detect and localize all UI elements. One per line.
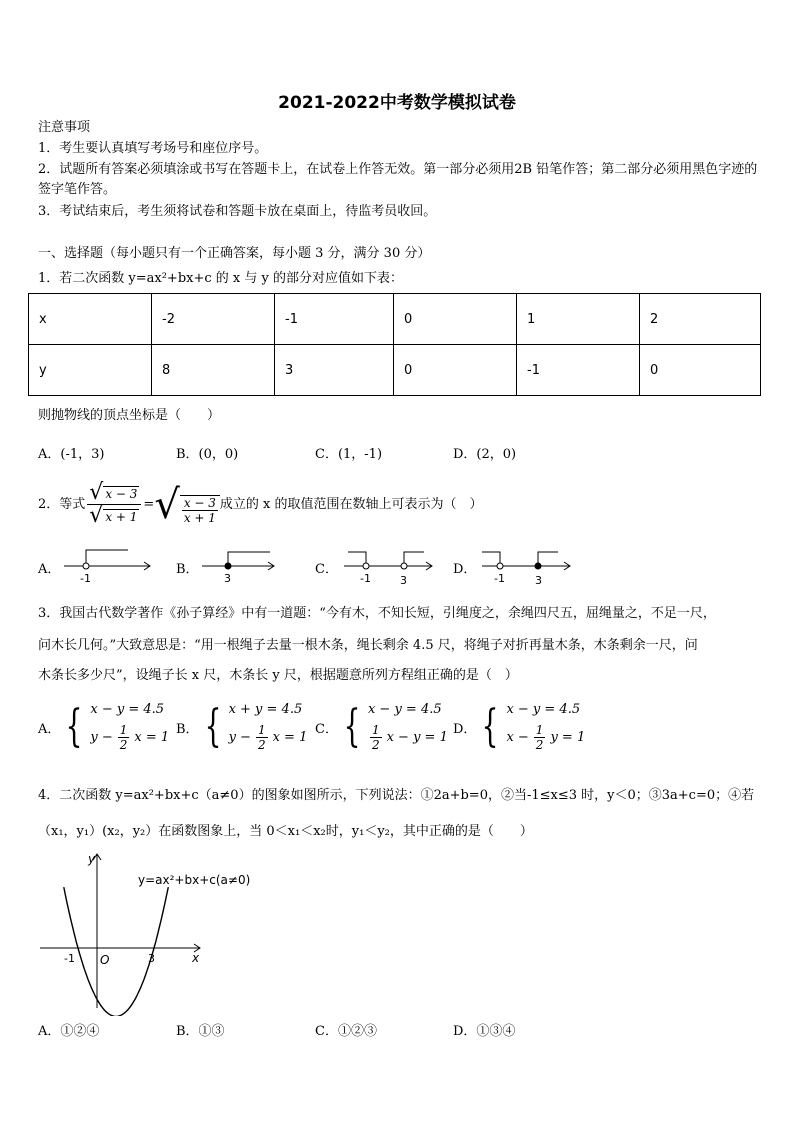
table-cell: -1 <box>517 345 640 396</box>
q2-option-a-label[interactable]: A． <box>38 562 61 577</box>
table-cell: 0 <box>394 345 517 396</box>
q3-d-eq2-post: y = 1 <box>550 730 586 745</box>
x-axis-label: x <box>192 951 200 965</box>
table-cell: 3 <box>275 345 394 396</box>
q2-rhs-root: √ $\frac{x - 3}{x + 1}$ <box>154 485 220 525</box>
q2-option-b-number-line[interactable] <box>198 544 278 586</box>
table-cell: 1 <box>517 294 640 345</box>
note-item-2: 2．试题所有答案必须填涂或书写在答题卡上，在试卷上作答无效。第一部分必须用2B 铅笔作答；第二部分必须用黑色字迹的签字笔作答。 <box>38 162 758 197</box>
q2-option-a-number-line[interactable] <box>60 544 156 586</box>
q1-stem: 1．若二次函数 y=ax²+bx+c 的 x 与 y 的部分对应值如下表： <box>38 271 403 286</box>
q2-option-c-number-line[interactable] <box>340 544 436 586</box>
q4-line-1: 4．二次函数 y=ax²+bx+c（a≠0）的图象如图所示，下列说法：①2a+b=0，②当-1≤x≤3 时，y＜0；③3a+c=0；④若 <box>38 788 755 803</box>
q3-option-a-label: A． <box>38 721 61 737</box>
q3-d-eq2-pre: x − <box>506 730 529 745</box>
q3-c-eq1: x − y = 4.5 <box>367 702 442 717</box>
q3-b-eq1: x + y = 4.5 <box>228 702 303 717</box>
q4-parabola-graph <box>36 848 266 1016</box>
q2-prefix: 2．等式 <box>38 496 86 512</box>
half-num: 1 <box>535 723 544 737</box>
table-cell: y <box>29 345 152 396</box>
table-cell: -1 <box>275 294 394 345</box>
half-den: 2 <box>257 738 266 752</box>
q4-line-2: （x₁，y₁）(x₂，y₂）在函数图象上，当 0＜x₁＜x₂时，y₁＜y₂，其中正确的是（ ） <box>38 824 533 839</box>
q3-option-d[interactable]: D． { x − y = 4.5 x − $\frac{1}{2}$ y = 1 <box>453 701 586 752</box>
q3-option-b-label: B． <box>176 721 199 737</box>
q2-option-c-label[interactable]: C． <box>315 562 338 577</box>
y-axis-label: y <box>88 852 96 866</box>
q2-d-tick-1: -1 <box>494 572 505 585</box>
q2-d-tick-2: 3 <box>535 574 542 586</box>
q4-option-b[interactable]: B．①③ <box>176 1024 225 1039</box>
section-heading: 一、选择题（每小题只有一个正确答案，每小题 3 分，满分 30 分） <box>38 246 431 261</box>
q2-rhs-den: x + 1 <box>183 510 216 525</box>
note-item-1: 1．考生要认真填写考场号和座位序号。 <box>38 141 268 156</box>
table-row-x <box>29 294 761 345</box>
q2-suffix: 成立的 x 的取值范围在数轴上可表示为（ ） <box>219 496 483 512</box>
q2-c-tick-2: 3 <box>400 574 407 586</box>
q2-lhs-den: x + 1 <box>105 509 138 524</box>
notes-heading: 注意事项 <box>38 120 91 135</box>
q1-value-table <box>28 293 761 396</box>
table-cell: 0 <box>640 345 761 396</box>
half-num: 1 <box>119 723 128 737</box>
q3-c-eq2-post: x − y = 1 <box>386 730 448 745</box>
page-title: 2021-2022中考数学模拟试卷 <box>278 93 516 113</box>
q2-lhs-num: x − 3 <box>105 486 138 501</box>
q3-line-3: 木条长多少尺”，设绳子长 x 尺，木条长 y 尺，根据题意所列方程组正确的是（ ） <box>38 668 518 683</box>
q3-a-eq2-post: x = 1 <box>134 730 170 745</box>
half-num: 1 <box>257 723 266 737</box>
q2-stem <box>38 482 483 527</box>
table-row-y <box>29 345 761 396</box>
origin-label: O <box>100 953 110 967</box>
table-cell: 8 <box>152 345 275 396</box>
note-item-3: 3．考试结束后，考生须将试卷和答题卡放在桌面上，待监考员收回。 <box>38 204 437 219</box>
table-cell: 0 <box>394 294 517 345</box>
q2-c-tick-1: -1 <box>360 572 371 585</box>
q3-a-eq1: x − y = 4.5 <box>90 702 165 717</box>
q1-option-c[interactable]: C．(1，-1) <box>315 447 383 462</box>
q2-option-d-label[interactable]: D． <box>453 562 477 577</box>
root-tick-left: -1 <box>64 952 75 965</box>
q2-a-tick: -1 <box>80 572 91 585</box>
q3-option-a[interactable]: A． { x − y = 4.5 y − $\frac{1}{2}$ x = 1 <box>38 701 170 752</box>
half-den: 2 <box>119 738 128 752</box>
q2-option-d-number-line[interactable] <box>478 544 574 586</box>
q2-rhs-num: x − 3 <box>183 495 216 510</box>
q3-option-d-label: D． <box>453 721 477 737</box>
q2-lhs-fraction: √ x − 3 √ x + 1 <box>87 482 141 527</box>
q1-option-b[interactable]: B．(0，0) <box>176 447 239 462</box>
q1-option-a[interactable]: A．(-1，3) <box>38 447 105 462</box>
q3-b-eq2-pre: y − <box>228 730 251 745</box>
q1-question: 则抛物线的顶点坐标是（ ） <box>38 408 221 423</box>
q3-line-2: 问木长几何。”大致意思是：“用一根绳子去量一根木条，绳长剩余 4.5 尺，将绳子对折再量木条，木条剩余一尺，问 <box>38 638 698 653</box>
root-tick-right: 3 <box>148 952 155 965</box>
q2-b-tick: 3 <box>224 572 231 585</box>
q3-b-eq2-post: x = 1 <box>272 730 308 745</box>
q4-option-a[interactable]: A．①②④ <box>38 1024 100 1039</box>
table-cell: x <box>29 294 152 345</box>
half-den: 2 <box>535 738 544 752</box>
half-den: 2 <box>371 738 380 752</box>
table-cell: 2 <box>640 294 761 345</box>
table-cell: -2 <box>152 294 275 345</box>
q3-option-b[interactable]: B． { x + y = 4.5 y − $\frac{1}{2}$ x = 1 <box>176 701 308 752</box>
q2-option-b-label[interactable]: B． <box>176 562 199 577</box>
q3-option-c-label: C． <box>315 721 338 737</box>
q1-option-d[interactable]: D．(2，0) <box>453 447 517 462</box>
q3-a-eq2-pre: y − <box>90 730 113 745</box>
half-num: 1 <box>371 723 380 737</box>
q4-option-c[interactable]: C．①②③ <box>315 1024 377 1039</box>
q3-d-eq1: x − y = 4.5 <box>506 702 581 717</box>
function-label: y=ax²+bx+c(a≠0) <box>138 873 251 887</box>
q3-line-1: 3．我国古代数学著作《孙子算经》中有一道题：“今有木，不知长短，引绳度之，余绳四尺五，屈绳量之，不足一尺， <box>38 606 716 621</box>
q4-option-d[interactable]: D．①③④ <box>453 1024 516 1039</box>
q2-equals: = <box>143 496 155 512</box>
q3-option-c[interactable]: C． { x − y = 4.5 $\frac{1}{2}$ x − y = 1 <box>315 701 448 752</box>
